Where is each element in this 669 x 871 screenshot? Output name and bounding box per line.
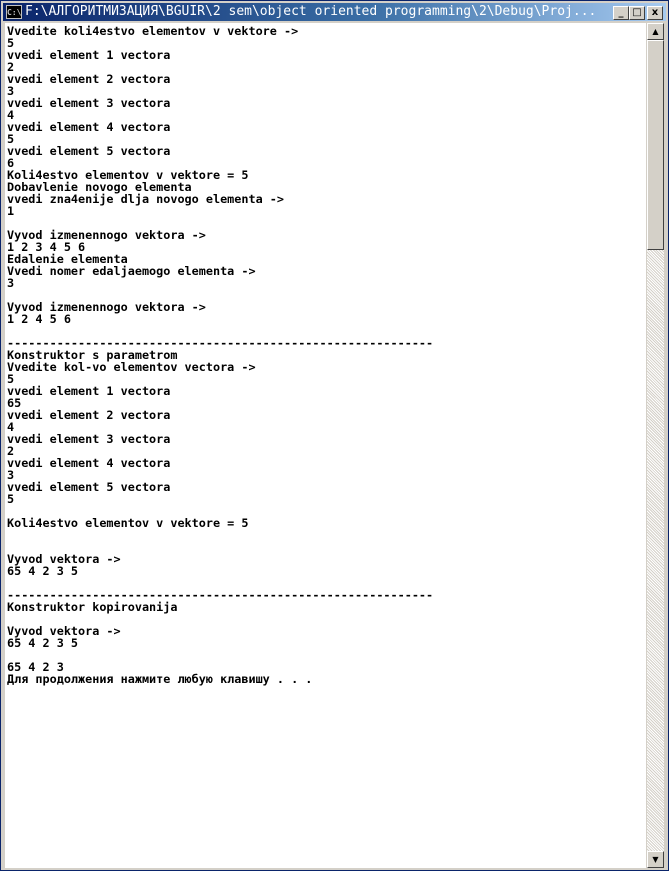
scroll-down-button[interactable] [647,851,664,868]
arrow-down-icon: ▼ [652,855,659,864]
console-output-text: Vvedite koli4estvo elementov v vektore -> 5 vvedi element 1 vectora 2 vvedi element 2 vectora 3 vvedi element 3 vectora 4 vvedi element 4 vectora 5 vvedi element 5 vectora 6 Koli4estvo elementov v vektore = 5 Dobavlenie novogo elementa vvedi zna4enije dlja novogo elementa -> 1 Vyvod izmenennogo vektora -> 1 2 3 4 5 6 Edalenie elementa Vvedi nomer edaljaemogo elementa -> 3 Vyvod izmenennogo vektora -> 1 2 4 5 6 ------------------------------------------------------------ Konstruktor s parametrom Vvedite kol-vo elementov vectora -> 5 vvedi element 1 vectora 65 vvedi element 2 vectora 4 vvedi element 3 vectora 2 vvedi element 4 vectora 3 vvedi element 5 vectora 5 Koli4estvo elementov v vektore = 5 Vyvod vektora -> 65 4 2 3 5 ------------------------------------------------------------ Konstruktor kopirovanija Vyvod vektora -> 65 4 2 3 5 65 4 2 3 Для продолжения нажмите любую клавишу . . . [7,24,434,686]
console-output-area[interactable] [5,23,646,868]
close-button[interactable]: x [647,6,663,20]
console-app-icon[interactable]: C:\ [6,5,22,19]
window-title: F:\АЛГОРИТМИЗАЦИЯ\BGUIR\2 sem\object oriented programming\2\Debug\Proj... [25,4,597,19]
minimize-button[interactable]: _ [613,6,629,20]
vertical-scrollbar[interactable] [647,23,664,868]
scroll-up-button[interactable] [647,23,664,40]
scroll-thumb[interactable] [647,40,664,250]
title-bar[interactable] [3,3,666,21]
maximize-button[interactable]: □ [629,6,645,20]
arrow-up-icon: ▲ [652,27,659,36]
